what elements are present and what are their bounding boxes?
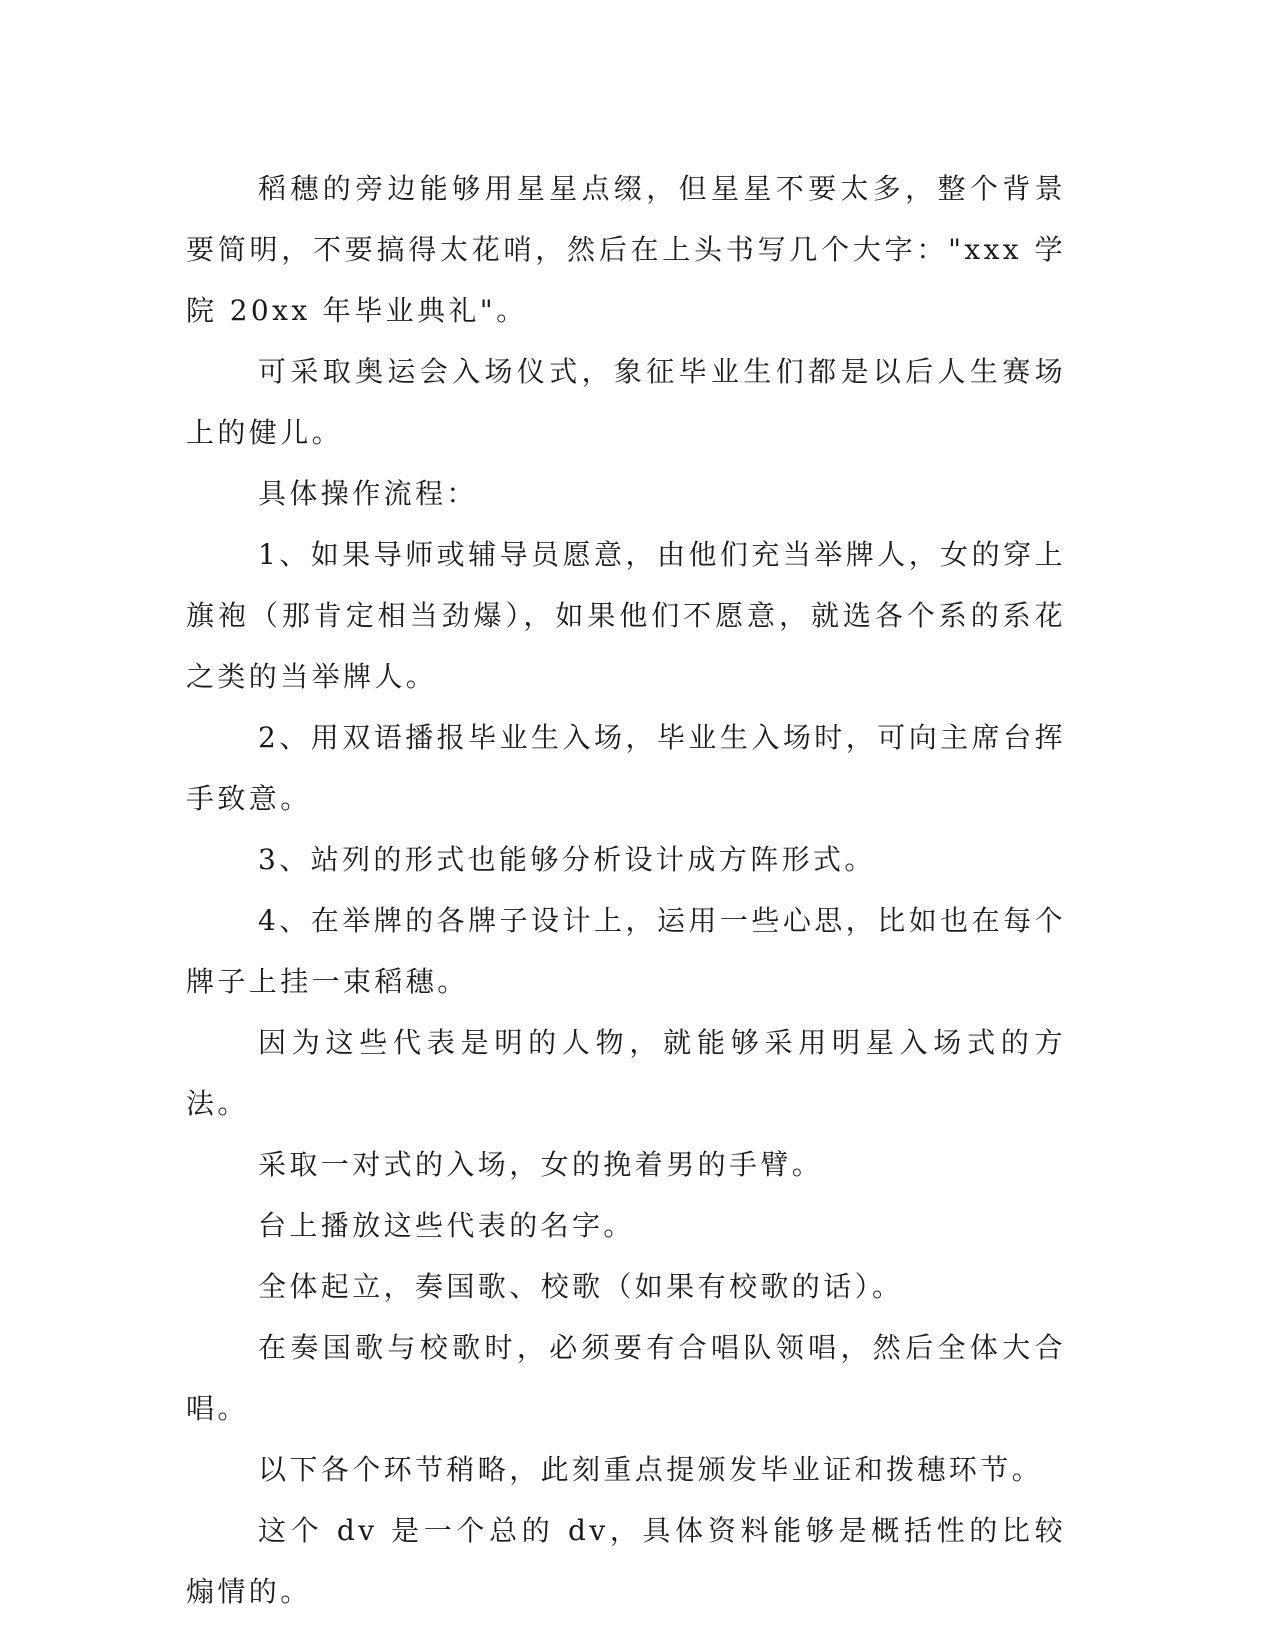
paragraph-anthem: 全体起立，奏国歌、校歌（如果有校歌的话）。 — [258, 1270, 904, 1303]
paragraph-star-entrance: 因为这些代表是明的人物，就能够采用明星入场式的方法。 — [186, 1026, 1066, 1120]
paragraph-choir: 在奏国歌与校歌时，必须要有合唱队领唱，然后全体大合唱。 — [186, 1331, 1066, 1425]
paragraph-diploma-tassel: 以下各个环节稍略，此刻重点提颁发毕业证和拨穗环节。 — [258, 1453, 1044, 1486]
paragraph-procedure-heading: 具体操作流程： — [258, 477, 478, 510]
document-body — [186, 158, 1066, 1622]
paragraph-step-3: 3、站列的形式也能够分析设计成方阵形式。 — [258, 843, 876, 876]
paragraph-step-2: 2、用双语播报毕业生入场，毕业生入场时，可向主席台挥手致意。 — [186, 721, 1066, 815]
paragraph-step-1: 1、如果导师或辅导员愿意，由他们充当举牌人，女的穿上旗袍（那肯定相当劲爆），如果他们不愿意，就选各个系的系花之类的当举牌人。 — [186, 538, 1066, 693]
paragraph-background-design: 稻穗的旁边能够用星星点缀，但星星不要太多，整个背景要简明，不要搞得太花哨，然后在上头书写几个大字："xxx 学院 20xx 年毕业典礼"。 — [186, 172, 1066, 327]
paragraph-dv: 这个 dv 是一个总的 dv，具体资料能够是概括性的比较煽情的。 — [186, 1514, 1066, 1608]
paragraph-step-4: 4、在举牌的各牌子设计上，运用一些心思，比如也在每个牌子上挂一束稻穗。 — [186, 904, 1066, 998]
paragraph-show-names: 台上播放这些代表的名字。 — [258, 1209, 635, 1242]
paragraph-pair-entrance: 采取一对式的入场，女的挽着男的手臂。 — [258, 1148, 824, 1181]
paragraph-olympic-entrance: 可采取奥运会入场仪式，象征毕业生们都是以后人生赛场上的健儿。 — [186, 355, 1066, 449]
